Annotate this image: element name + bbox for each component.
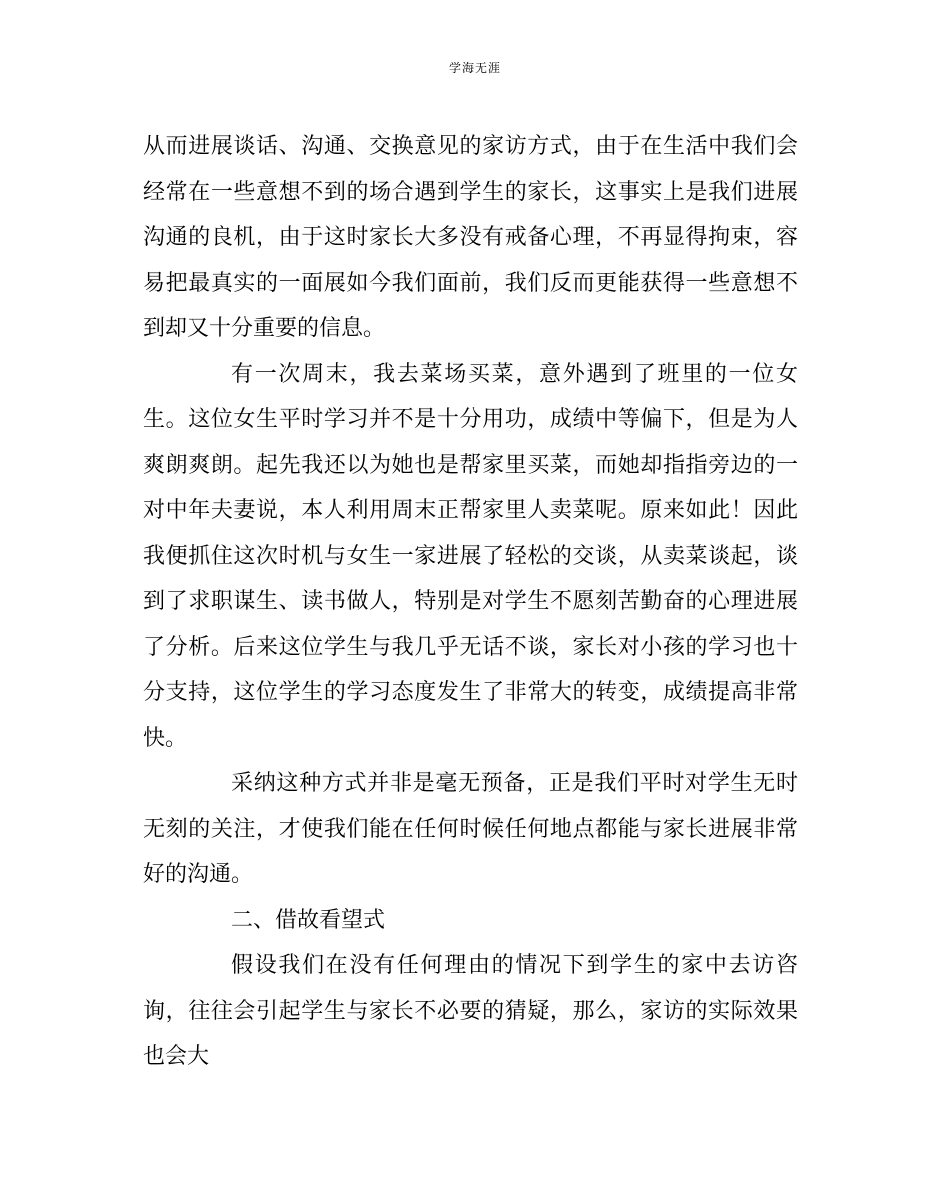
document-body bbox=[143, 124, 798, 1080]
paragraph-2: 有一次周末，我去菜场买菜，意外遇到了班里的一位女生。这位女生平时学习并不是十分用功，成绩中等偏下，但是为人爽朗爽朗。起先我还以为她也是帮家里买菜，而她却指指旁边的一对中年夫妻说，本人利用周末正帮家里人卖菜呢。原来如此！因此我便抓住这次时机与女生一家进展了轻松的交谈，从卖菜谈起，谈到了求职谋生、读书做人，特别是对学生不愿刻苦勤奋的心理进展了分析。后来这位学生与我几乎无话不谈，家长对小孩的学习也十分支持，这位学生的学习态度发生了非常大的转变，成绩提高非常快。 bbox=[143, 361, 798, 751]
paragraph-4: 假设我们在没有任何理由的情况下到学生的家中去访咨询，往往会引起学生与家长不必要的猜疑，那么，家访的实际效果也会大 bbox=[143, 953, 798, 1069]
section-heading: 二、借故看望式 bbox=[231, 907, 386, 933]
page-header: 学海无涯 bbox=[448, 61, 501, 75]
paragraph-3: 采纳这种方式并非是毫无预备，正是我们平时对学生无时无刻的关注，才使我们能在任何时候任何地点都能与家长进展非常好的沟通。 bbox=[143, 771, 798, 887]
paragraph-1: 从而进展谈话、沟通、交换意见的家访方式，由于在生活中我们会经常在一些意想不到的场合遇到学生的家长，这事实上是我们进展沟通的良机，由于这时家长大多没有戒备心理，不再显得拘束，容易把最真实的一面展如今我们面前，我们反而更能获得一些意想不到却又十分重要的信息。 bbox=[143, 134, 798, 341]
